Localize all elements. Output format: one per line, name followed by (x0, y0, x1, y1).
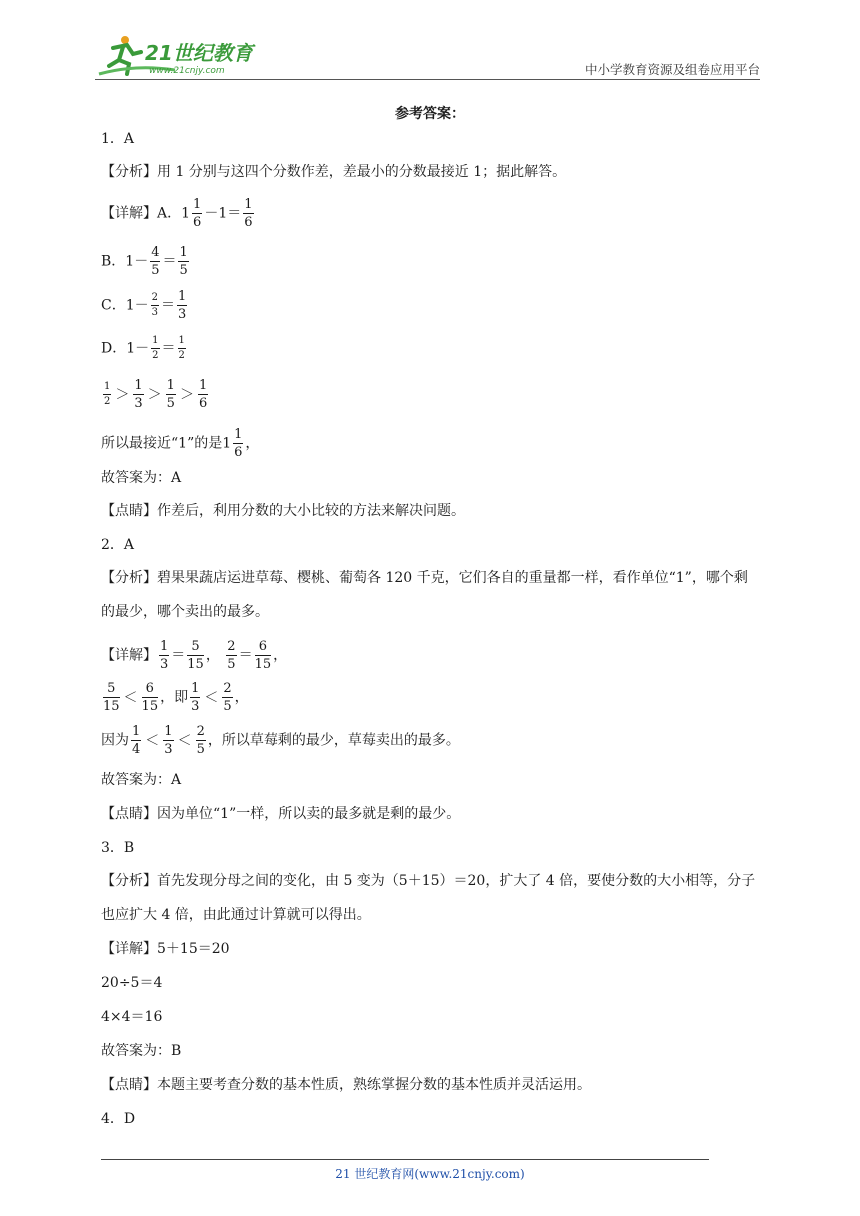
platform-name: 中小学教育资源及组卷应用平台 (584, 62, 760, 77)
q1-comment: 【点睛】作差后，利用分数的大小比较的方法来解决问题。 (101, 503, 465, 519)
q1-analysis: 【分析】用 1 分别与这四个分数作差，差最小的分数最接近 1；据此解答。 (101, 164, 567, 180)
q1-answer: 故答案为：A (101, 470, 182, 486)
q1-detail-b: B．1－ $\frac{4}{5}$ ＝ $\frac{1}{5}$ (101, 245, 188, 278)
q2-because: 因为 $\frac{1}{4}$ ＜ $\frac{1}{3}$ ＜ $\frac{2}{5}$ ，所以草莓剩的最少，草莓卖出的最多。 (101, 724, 460, 757)
q3-analysis: 【分析】首先发现分母之间的变化，由 5 变为（5＋15）＝20，扩大了 4 倍，要使分数的大小相等，分子也应扩大 4 倍，由此通过计算就可以得出。 (101, 873, 756, 923)
q3-comment: 【点睛】本题主要考查分数的基本性质，熟练掌握分数的基本性质并灵活运用。 (101, 1077, 591, 1093)
page-title: 参考答案： (395, 106, 465, 122)
q2-comment: 【点睛】因为单位“1”一样，所以卖的最多就是剩的最少。 (101, 806, 461, 822)
svg-text:21世纪教育: 21世纪教育 (145, 41, 253, 65)
q1-detail-d: D．1－ $\frac{1}{2}$ ＝ $\frac{1}{2}$ (101, 335, 185, 361)
svg-text:www.21cnjy.com: www.21cnjy.com (149, 66, 225, 76)
q1-detail-a: 【详解】A．1 $\frac{1}{6}$ －1＝ $\frac{1}{6}$ (101, 197, 253, 230)
q1-number: 1．A (101, 131, 135, 147)
q1-comparison: $\frac{1}{2}$ ＞ $\frac{1}{3}$ ＞ $\frac{1}{5}$ ＞ $\frac{1}{6}$ (104, 378, 208, 411)
q3-number: 3．B (101, 840, 135, 856)
q1-closest: 所以最接近“1”的是1 $\frac{1}{6}$ ， (101, 427, 260, 460)
q3-detail: 【详解】5＋15＝20 (101, 941, 230, 957)
q3-step3: 4×4＝16 (101, 1009, 163, 1025)
q2-answer: 故答案为：A (101, 772, 182, 788)
q2-number: 2．A (101, 537, 135, 553)
q2-analysis: 【分析】碧果果蔬店运进草莓、樱桃、葡萄各 120 千克，它们各自的重量都一样，看作单位“1”，哪个剩的最少，哪个卖出的最多。 (101, 570, 748, 620)
q1-detail-c: C．1－ $\frac{2}{3}$ ＝ $\frac{1}{3}$ (101, 289, 187, 322)
page-header (95, 34, 760, 79)
q2-compare: $\frac{5}{15}$ ＜ $\frac{6}{15}$ ，即 $\frac{1}{3}$ ＜ $\frac{2}{5}$ ， (103, 681, 249, 714)
footer-divider (101, 1159, 709, 1160)
q4-number: 4．D (101, 1111, 136, 1127)
footer-link[interactable]: 21 世纪教育网(www.21cnjy.com) (335, 1167, 525, 1181)
header-divider (95, 79, 760, 80)
q2-detail: 【详解】 $\frac{1}{3}$ ＝ $\frac{5}{15}$ ， $\frac{2}{5}$ ＝ $\frac{6}{15}$ ， (101, 639, 288, 672)
q3-step2: 20÷5＝4 (101, 975, 163, 991)
site-logo (95, 34, 265, 78)
q3-answer: 故答案为：B (101, 1043, 182, 1059)
